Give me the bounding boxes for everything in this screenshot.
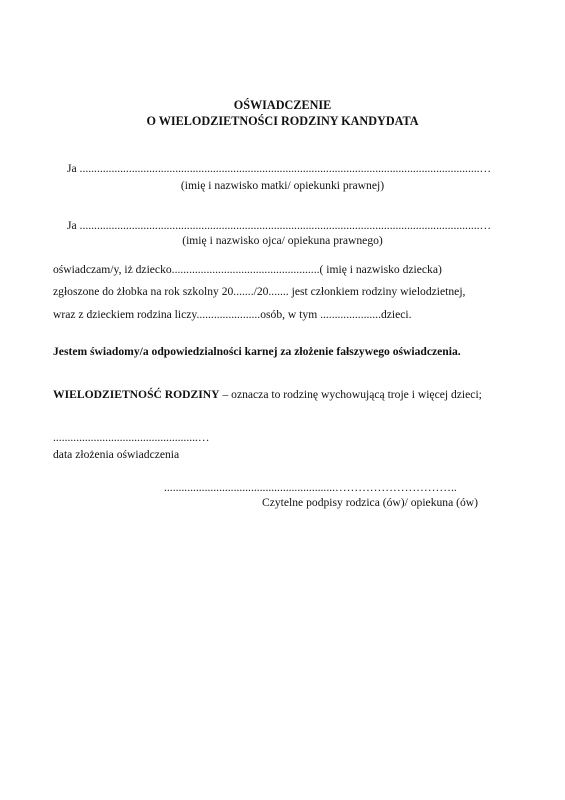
statement-line-2: zgłoszone do żłobka na rok szkolny 20......./20....... jest członkiem rodziny wielodzietnej, [53, 285, 466, 298]
document-subtitle: O WIELODZIETNOŚCI RODZINY KANDYDATA [146, 114, 419, 128]
statement-line-1: oświadczam/y, iż dziecko...................................................( imię i nazwisko dziecka) [53, 263, 442, 276]
father-name-caption: (imię i nazwisko ojca/ opiekuna prawnego) [182, 234, 383, 247]
father-name-line: Ja ..........................................................................................................................................… [67, 219, 492, 232]
definition-paragraph [53, 388, 482, 402]
date-label: data złożenia oświadczenia [53, 448, 180, 461]
statement-line-3: wraz z dzieckiem rodzina liczy......................osób, w tym .....................dzieci. [53, 308, 412, 321]
mother-name-line: Ja ..........................................................................................................................................… [67, 162, 492, 175]
date-line: ..................................................… [53, 431, 210, 444]
signature-line: ...........................................................………………………….. [164, 481, 457, 494]
definition-text: – oznacza to rodzinę wychowującą troje i więcej dzieci; [219, 388, 482, 401]
responsibility-statement: Jestem świadomy/a odpowiedzialności karnej za złożenie fałszywego oświadczenia. [53, 345, 461, 358]
document-title: OŚWIADCZENIE [233, 98, 332, 112]
signature-label: Czytelne podpisy rodzica (ów)/ opiekuna (ów) [262, 496, 479, 509]
definition-term: WIELODZIETNOŚĆ RODZINY [53, 388, 220, 401]
mother-name-caption: (imię i nazwisko matki/ opiekunki prawnej) [180, 179, 385, 192]
